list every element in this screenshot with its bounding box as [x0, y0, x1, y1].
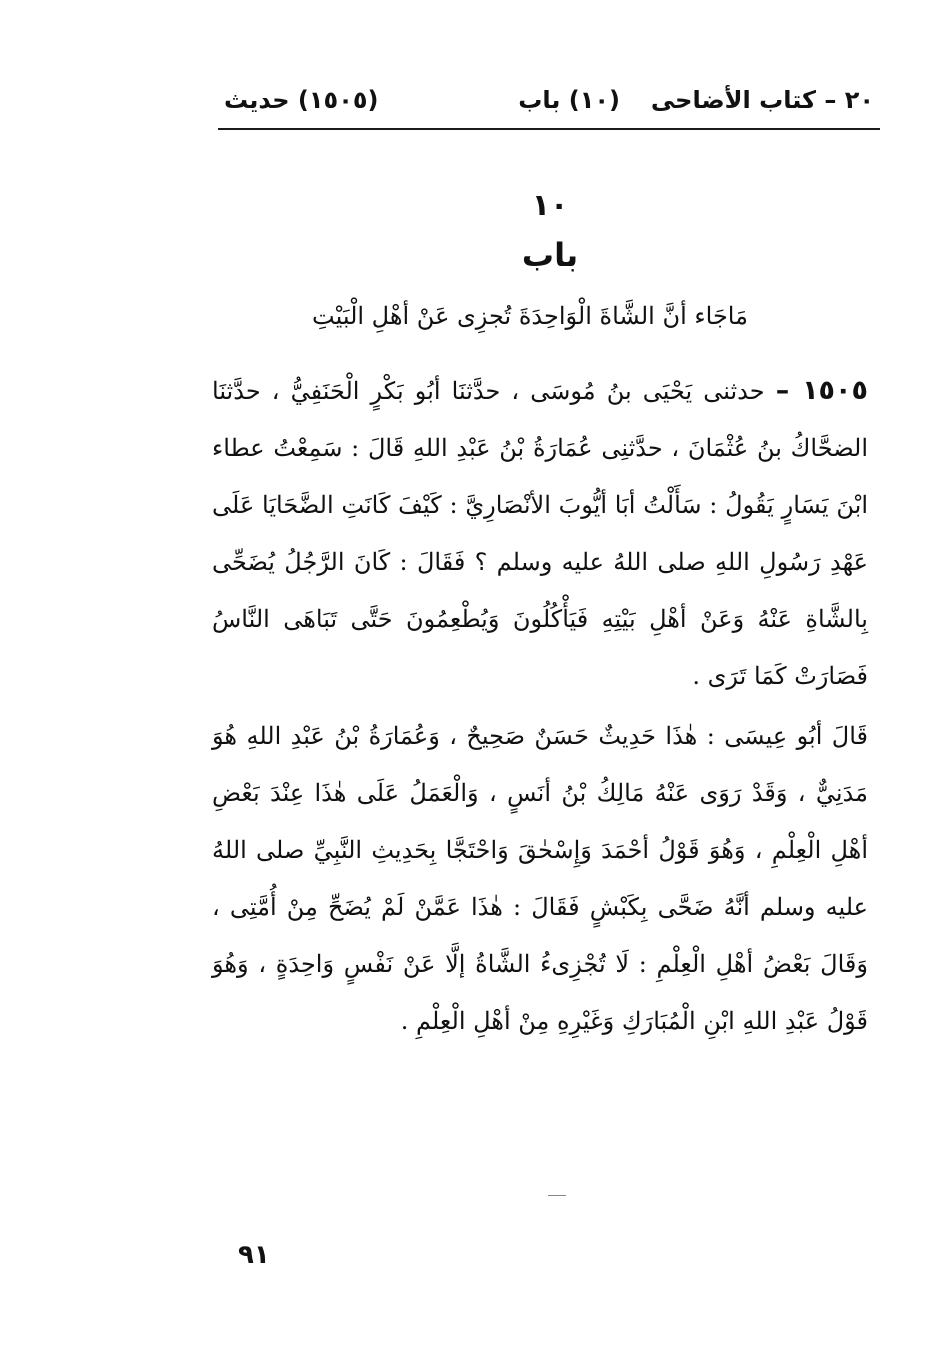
- header-hadith-label: (١٥٠٥) حديث: [224, 86, 379, 114]
- commentary-text: قَالَ أبُو عِيسَى : هٰذَا حَدِيثٌ حَسَنٌ صَحِيحٌ ، وَعُمَارَةُ بْنُ عَبْدِ اللهِ هُوَ مَدَنِيٌّ ، وَقَدْ رَوَى عَنْهُ مَالِكُ بْنُ أنَسٍ ، وَالْعَمَلُ عَلَى هٰذَا عِنْدَ بَعْضِ أهْلِ الْعِلْمِ ، وَهُوَ قَوْلُ أحْمَدَ وَإِسْحٰقَ وَاحْتَجَّا بِحَدِيثِ النَّبِيِّ صلى اللهُ عليه وسلم أنَّهُ ضَحَّى بِكَبْشٍ فَقَالَ : هٰذَا عَمَّنْ لَمْ يُضَحِّ مِنْ أُمَّتِى ، وَقَالَ بَعْضُ أهْلِ الْعِلْمِ : لَا تُجْزِىءُ الشَّاةُ إلَّا عَنْ نَفْسٍ وَاحِدَةٍ ، وَهُوَ قَوْلُ عَبْدِ اللهِ ابْنِ الْمُبَارَكِ وَغَيْرِهِ مِنْ أهْلِ الْعِلْمِ .: [212, 722, 868, 1035]
- chapter-title: مَاجَاء أنَّ الشَّاةَ الْوَاحِدَةَ تُجزِى عَنْ أهْلِ الْبَيْتِ: [312, 302, 748, 330]
- chapter-heading: باب: [521, 236, 579, 274]
- print-mark: [548, 1195, 566, 1196]
- hadith-paragraph: [212, 362, 868, 705]
- header-chapter-label: (١٠) باب: [518, 86, 620, 114]
- hadith-text: حدثنى يَحْيَى بنُ مُوسَى ، حدَّثنَا أبُو بَكْرٍ الْحَنَفِيُّ ، حدَّثنَا الضحَّاكُ بنُ عُثْمَانَ ، حدَّثنِى عُمَارَةُ بْنُ عَبْدِ اللهِ قَالَ : سَمِعْتُ عطاء ابْنَ يَسَارٍ يَقُولُ : سَأَلْتُ أبَا أيُّوبَ الأنْصَارِيَّ : كَيْفَ كَانَتِ الضَّحَايَا عَلَى عَهْدِ رَسُولِ اللهِ صلى اللهُ عليه وسلم ؟ فَقَالَ : كَانَ الرَّجُلُ يُضَحِّى بِالشَّاةِ عَنْهُ وَعَنْ أهْلِ بَيْتِهِ فَيَأْكُلُونَ وَيُطْعِمُونَ حَتَّى تَبَاهَى النَّاسُ فَصَارَتْ كَمَا تَرَى .: [212, 377, 868, 690]
- running-header: [218, 82, 880, 130]
- hadith-number: ١٥٠٥ –: [775, 375, 868, 406]
- commentary-paragraph: [212, 708, 868, 1050]
- chapter-number: ١٠: [531, 188, 569, 223]
- header-book-title: ٢٠ – كتاب الأضاحى: [650, 86, 874, 114]
- page-number: ٩١: [238, 1240, 270, 1270]
